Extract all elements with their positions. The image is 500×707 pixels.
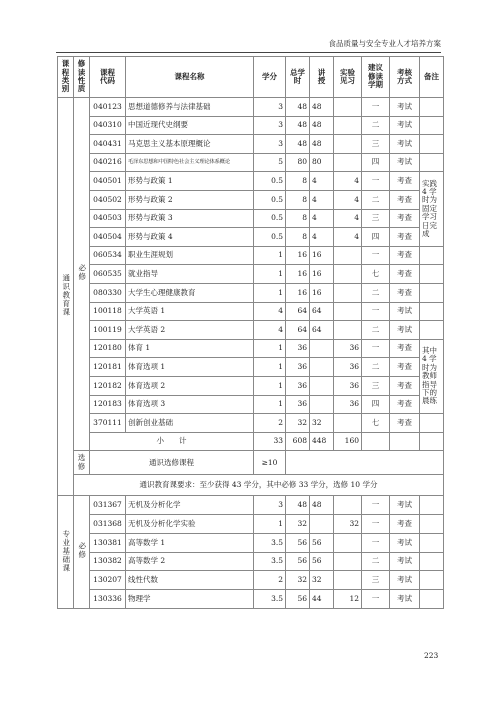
course-code: 031367 — [90, 496, 126, 515]
nature-required-label: 必修 — [77, 264, 87, 282]
course-practice-hours — [334, 265, 362, 284]
course-practice-hours — [334, 321, 362, 340]
table-row — [58, 376, 444, 395]
table-row — [58, 135, 444, 154]
course-term: 一 — [362, 98, 390, 117]
course-credit: 0.5 — [254, 172, 286, 191]
course-practice-hours: 36 — [334, 339, 362, 358]
course-lecture-hours — [310, 339, 334, 358]
course-total-hours: 16 — [286, 265, 310, 284]
course-code: 120180 — [90, 339, 126, 358]
course-credit: 3 — [254, 496, 286, 515]
course-assessment: 考试 — [390, 590, 420, 609]
course-credit: 1 — [254, 339, 286, 358]
course-lecture-hours: 64 — [310, 321, 334, 340]
course-credit: 3.5 — [254, 590, 286, 609]
subtotal-lecture: 448 — [310, 432, 334, 451]
remark-empty — [420, 571, 444, 590]
remark-policy: 实践 4 学时为固定学习日完成 — [420, 172, 444, 246]
course-credit: 3.5 — [254, 552, 286, 571]
course-credit: 1 — [254, 246, 286, 265]
course-practice-hours: 32 — [334, 515, 362, 534]
course-total-hours: 36 — [286, 395, 310, 414]
course-name: 就业指导 — [126, 265, 254, 284]
elective-row — [58, 451, 444, 475]
course-name: 形势与政策 4 — [126, 228, 254, 247]
col-practice: 实验见习 — [334, 57, 362, 98]
course-lecture-hours: 56 — [310, 533, 334, 552]
remark-empty — [420, 98, 444, 117]
course-name: 高等数学 1 — [126, 533, 254, 552]
course-total-hours: 32 — [286, 414, 310, 433]
table-cell — [390, 432, 420, 451]
remark-empty — [420, 116, 444, 135]
remark-empty — [420, 265, 444, 284]
table-row — [58, 395, 444, 414]
table-row — [58, 265, 444, 284]
course-assessment: 考查 — [390, 209, 420, 228]
course-assessment: 考查 — [390, 228, 420, 247]
col-lecture: 讲授 — [310, 57, 334, 98]
course-practice-hours — [334, 571, 362, 590]
course-term: 二 — [362, 552, 390, 571]
remark-empty — [420, 414, 444, 433]
course-term: 四 — [362, 395, 390, 414]
course-credit: 5 — [254, 153, 286, 172]
remark-empty — [420, 515, 444, 534]
course-name: 职业生涯规划 — [126, 246, 254, 265]
table-row — [58, 116, 444, 135]
course-assessment: 考试 — [390, 321, 420, 340]
course-credit: 3.5 — [254, 533, 286, 552]
table-row — [58, 571, 444, 590]
course-name: 线性代数 — [126, 571, 254, 590]
course-practice-hours — [334, 552, 362, 571]
course-practice-hours — [334, 246, 362, 265]
course-name: 形势与政策 3 — [126, 209, 254, 228]
course-lecture-hours — [310, 515, 334, 534]
course-credit: 1 — [254, 395, 286, 414]
course-lecture-hours — [310, 395, 334, 414]
course-credit: 0.5 — [254, 190, 286, 209]
course-lecture-hours: 32 — [310, 414, 334, 433]
course-assessment: 考查 — [390, 358, 420, 377]
course-assessment: 考查 — [390, 265, 420, 284]
page-number: 223 — [424, 651, 439, 660]
remark-empty — [420, 533, 444, 552]
course-assessment: 考查 — [390, 283, 420, 302]
course-credit: 3 — [254, 135, 286, 154]
table-row — [58, 98, 444, 117]
category-foundation — [58, 496, 74, 609]
table-header-row — [58, 57, 444, 98]
course-total-hours: 8 — [286, 172, 310, 191]
course-lecture-hours: 80 — [310, 153, 334, 172]
course-lecture-hours — [310, 376, 334, 395]
course-name: 无机及分析化学实验 — [126, 515, 254, 534]
course-assessment: 考查 — [390, 190, 420, 209]
course-term: 三 — [362, 376, 390, 395]
course-term: 一 — [362, 515, 390, 534]
course-term: 一 — [362, 496, 390, 515]
nature-required-foundation — [74, 496, 90, 609]
course-term: 三 — [362, 135, 390, 154]
course-assessment: 考查 — [390, 246, 420, 265]
course-total-hours: 56 — [286, 552, 310, 571]
course-lecture-hours: 48 — [310, 98, 334, 117]
course-name: 物理学 — [126, 590, 254, 609]
course-practice-hours: 4 — [334, 209, 362, 228]
course-term: 二 — [362, 358, 390, 377]
course-lecture-hours: 48 — [310, 116, 334, 135]
course-total-hours: 36 — [286, 358, 310, 377]
table-cell — [420, 432, 444, 451]
course-name: 大学英语 1 — [126, 302, 254, 321]
course-code: 031368 — [90, 515, 126, 534]
course-practice-hours — [334, 98, 362, 117]
course-code: 120181 — [90, 358, 126, 377]
course-name: 体育选项 1 — [126, 358, 254, 377]
course-term: 一 — [362, 172, 390, 191]
course-total-hours: 16 — [286, 246, 310, 265]
table-row — [58, 209, 444, 228]
course-credit: 0.5 — [254, 209, 286, 228]
page-header — [56, 38, 441, 53]
course-practice-hours: 4 — [334, 228, 362, 247]
course-total-hours: 64 — [286, 321, 310, 340]
table-row — [58, 172, 444, 191]
course-practice-hours: 12 — [334, 590, 362, 609]
course-total-hours: 32 — [286, 571, 310, 590]
subtotal-credit: 33 — [254, 432, 286, 451]
nature-required-foundation-label: 必修 — [77, 542, 87, 560]
table-row — [58, 246, 444, 265]
course-lecture-hours: 56 — [310, 552, 334, 571]
course-name: 思想道德修养与法律基础 — [126, 98, 254, 117]
table-row — [58, 321, 444, 340]
course-total-hours: 48 — [286, 116, 310, 135]
course-term: 四 — [362, 153, 390, 172]
course-total-hours: 36 — [286, 376, 310, 395]
course-term: 二 — [362, 116, 390, 135]
course-credit: 1 — [254, 515, 286, 534]
course-practice-hours: 36 — [334, 376, 362, 395]
course-assessment: 考试 — [390, 496, 420, 515]
course-practice-hours: 4 — [334, 172, 362, 191]
course-credit: 0.5 — [254, 228, 286, 247]
course-code: 370111 — [90, 414, 126, 433]
header-title: 食品质量与安全专业人才培养方案 — [328, 39, 441, 48]
requirement-row — [58, 475, 444, 496]
course-assessment: 考试 — [390, 116, 420, 135]
course-credit: 2 — [254, 414, 286, 433]
course-assessment: 考查 — [390, 515, 420, 534]
course-name: 创新创业基础 — [126, 414, 254, 433]
course-credit: 3 — [254, 98, 286, 117]
course-name: 无机及分析化学 — [126, 496, 254, 515]
course-total-hours: 8 — [286, 209, 310, 228]
course-practice-hours — [334, 302, 362, 321]
course-practice-hours — [334, 135, 362, 154]
remark-empty — [420, 153, 444, 172]
course-term: 四 — [362, 228, 390, 247]
course-total-hours: 56 — [286, 533, 310, 552]
table-row — [58, 590, 444, 609]
subtotal-practice: 160 — [334, 432, 362, 451]
table-row — [58, 302, 444, 321]
course-code: 040502 — [90, 190, 126, 209]
course-lecture-hours: 48 — [310, 135, 334, 154]
course-code: 100119 — [90, 321, 126, 340]
course-lecture-hours: 32 — [310, 571, 334, 590]
course-assessment: 考试 — [390, 552, 420, 571]
course-lecture-hours: 4 — [310, 172, 334, 191]
course-code: 130207 — [90, 571, 126, 590]
course-name: 形势与政策 1 — [126, 172, 254, 191]
course-total-hours: 8 — [286, 190, 310, 209]
col-total-hours: 总学时 — [286, 57, 310, 98]
course-total-hours: 80 — [286, 153, 310, 172]
course-name: 体育 1 — [126, 339, 254, 358]
course-name: 马克思主义基本原理概论 — [126, 135, 254, 154]
course-name: 大学生心理健康教育 — [126, 283, 254, 302]
course-lecture-hours: 4 — [310, 228, 334, 247]
col-nature: 修读性质 — [74, 57, 90, 98]
course-lecture-hours: 16 — [310, 283, 334, 302]
course-lecture-hours: 64 — [310, 302, 334, 321]
course-lecture-hours: 4 — [310, 209, 334, 228]
table-cell — [362, 432, 390, 451]
course-credit: 4 — [254, 302, 286, 321]
remark-empty — [420, 496, 444, 515]
table-row — [58, 496, 444, 515]
table-row — [58, 283, 444, 302]
course-practice-hours — [334, 116, 362, 135]
table-row — [58, 228, 444, 247]
course-total-hours: 48 — [286, 496, 310, 515]
course-assessment: 考试 — [390, 571, 420, 590]
course-code: 040503 — [90, 209, 126, 228]
remark-pe: 其中 4 学时为教师指导下的晨练 — [420, 339, 444, 413]
curriculum-table — [57, 56, 444, 609]
course-lecture-hours: 4 — [310, 190, 334, 209]
course-practice-hours — [334, 414, 362, 433]
course-credit: 1 — [254, 283, 286, 302]
subtotal-total: 608 — [286, 432, 310, 451]
course-practice-hours: 36 — [334, 395, 362, 414]
course-total-hours: 48 — [286, 135, 310, 154]
remark-empty — [420, 302, 444, 321]
table-row — [58, 552, 444, 571]
remark-empty — [420, 246, 444, 265]
course-term: 一 — [362, 339, 390, 358]
course-name: 体育选项 2 — [126, 376, 254, 395]
course-code: 040501 — [90, 172, 126, 191]
course-credit: 1 — [254, 358, 286, 377]
course-code: 060535 — [90, 265, 126, 284]
course-term: 三 — [362, 571, 390, 590]
course-assessment: 考查 — [390, 395, 420, 414]
course-term: 二 — [362, 321, 390, 340]
course-term: 七 — [362, 265, 390, 284]
course-total-hours: 8 — [286, 228, 310, 247]
course-assessment: 考查 — [390, 172, 420, 191]
col-credit: 学分 — [254, 57, 286, 98]
elective-name: 通识选修课程 — [90, 451, 254, 475]
course-practice-hours — [334, 153, 362, 172]
course-code: 060534 — [90, 246, 126, 265]
col-code: 课程代码 — [90, 57, 126, 98]
course-code: 130381 — [90, 533, 126, 552]
course-code: 120183 — [90, 395, 126, 414]
course-code: 040431 — [90, 135, 126, 154]
course-assessment: 考试 — [390, 153, 420, 172]
course-total-hours: 56 — [286, 590, 310, 609]
course-practice-hours — [334, 283, 362, 302]
col-category: 课程类别 — [58, 57, 74, 98]
category-general-label: 通识教育课 — [61, 274, 71, 317]
course-name: 大学英语 2 — [126, 321, 254, 340]
remark-empty — [420, 590, 444, 609]
course-assessment: 考试 — [390, 135, 420, 154]
col-name: 课程名称 — [126, 57, 254, 98]
course-lecture-hours: 16 — [310, 265, 334, 284]
elective-credit: ≥10 — [254, 451, 286, 475]
course-assessment: 考试 — [390, 302, 420, 321]
course-name: 毛泽东思想和中国特色社会主义理论体系概论 — [126, 153, 254, 172]
course-assessment: 考试 — [390, 98, 420, 117]
course-credit: 2 — [254, 571, 286, 590]
table-row — [58, 358, 444, 377]
course-code: 040216 — [90, 153, 126, 172]
elective-empty — [286, 451, 444, 475]
course-practice-hours: 4 — [334, 190, 362, 209]
course-credit: 3 — [254, 116, 286, 135]
table-row — [58, 515, 444, 534]
course-code: 040123 — [90, 98, 126, 117]
course-term: 三 — [362, 209, 390, 228]
course-code: 130336 — [90, 590, 126, 609]
course-code: 120182 — [90, 376, 126, 395]
remark-empty — [420, 552, 444, 571]
course-term: 一 — [362, 302, 390, 321]
col-term: 建议修读学期 — [362, 57, 390, 98]
remark-empty — [420, 283, 444, 302]
course-total-hours: 32 — [286, 515, 310, 534]
table-row — [58, 190, 444, 209]
course-lecture-hours: 48 — [310, 496, 334, 515]
course-name: 体育选项 3 — [126, 395, 254, 414]
course-credit: 1 — [254, 265, 286, 284]
table-row — [58, 339, 444, 358]
subtotal-row — [58, 432, 444, 451]
course-total-hours: 36 — [286, 339, 310, 358]
table-row — [58, 533, 444, 552]
course-assessment: 考查 — [390, 414, 420, 433]
course-credit: 4 — [254, 321, 286, 340]
course-lecture-hours: 44 — [310, 590, 334, 609]
nature-required — [74, 98, 90, 451]
category-foundation-label: 专业基础课 — [61, 529, 71, 573]
course-term: 一 — [362, 533, 390, 552]
course-term: 七 — [362, 414, 390, 433]
col-remarks: 备注 — [420, 57, 444, 98]
table-row — [58, 414, 444, 433]
course-term: 一 — [362, 590, 390, 609]
course-name: 中国近现代史纲要 — [126, 116, 254, 135]
course-lecture-hours: 16 — [310, 246, 334, 265]
course-total-hours: 16 — [286, 283, 310, 302]
course-code: 040504 — [90, 228, 126, 247]
course-term: 一 — [362, 246, 390, 265]
course-code: 080330 — [90, 283, 126, 302]
category-general — [58, 98, 74, 496]
subtotal-label: 小 计 — [90, 432, 254, 451]
course-credit: 1 — [254, 376, 286, 395]
general-requirement: 通识教育课要求：至少获得 43 学分，其中必修 33 学分，选修 10 学分 — [74, 475, 444, 496]
course-total-hours: 48 — [286, 98, 310, 117]
course-assessment: 考查 — [390, 376, 420, 395]
course-lecture-hours — [310, 358, 334, 377]
col-assessment: 考核方式 — [390, 57, 420, 98]
course-term: 二 — [362, 283, 390, 302]
remark-empty — [420, 321, 444, 340]
course-term: 二 — [362, 190, 390, 209]
course-practice-hours — [334, 533, 362, 552]
course-code: 130382 — [90, 552, 126, 571]
course-assessment: 考试 — [390, 533, 420, 552]
course-assessment: 考查 — [390, 339, 420, 358]
course-total-hours: 64 — [286, 302, 310, 321]
course-code: 100118 — [90, 302, 126, 321]
course-practice-hours: 36 — [334, 358, 362, 377]
remark-empty — [420, 135, 444, 154]
course-code: 040310 — [90, 116, 126, 135]
nature-elective: 选修 — [74, 451, 90, 475]
table-row — [58, 153, 444, 172]
course-name: 高等数学 2 — [126, 552, 254, 571]
course-name: 形势与政策 2 — [126, 190, 254, 209]
course-practice-hours — [334, 496, 362, 515]
